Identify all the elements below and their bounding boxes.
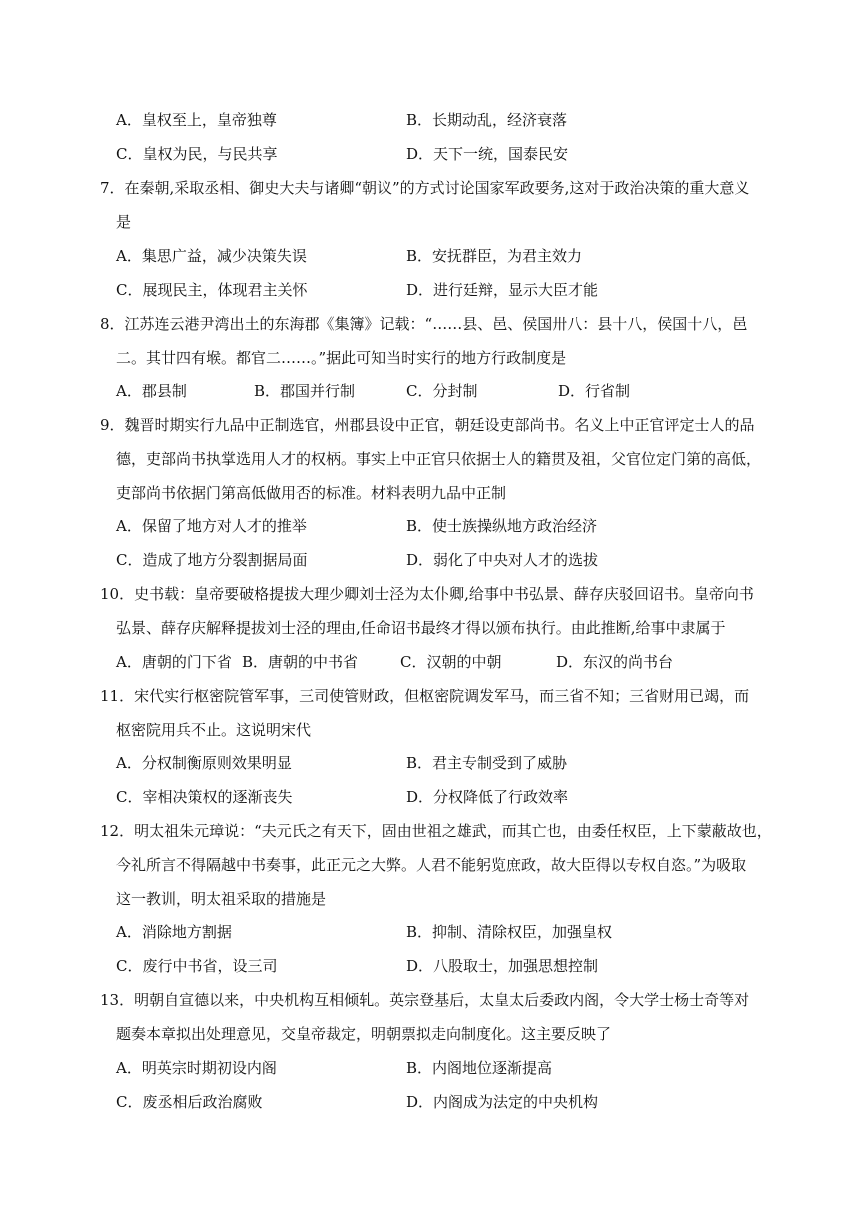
q9-option-c: C．造成了地方分裂割据局面 — [116, 551, 308, 569]
q9-stem-line2: 德，吏部尚书执掌选用人才的权柄。事实上中正官只依据士人的籍贯及祖，父官位定门第的高低， — [116, 450, 762, 468]
q7-option-c: C．展现民主，体现君主关怀 — [116, 281, 308, 299]
q13-option-c: C．废丞相后政治腐败 — [116, 1093, 263, 1111]
q11-option-b: B．君主专制受到了威胁 — [406, 754, 568, 772]
q7-stem-line2: 是 — [116, 213, 132, 231]
q10-option-a: A．唐朝的门下省 — [116, 653, 232, 671]
q9-option-a: A．保留了地方对人才的推举 — [116, 517, 307, 535]
q8-option-d: D．行省制 — [558, 382, 631, 400]
q12-stem-line2: 今礼所言不得隔越中书奏事，此正元之大弊。人君不能躬览庶政，故大臣得以专权自恣。”为吸取 — [116, 856, 747, 874]
q13-option-a: A．明英宗时期初设内阁 — [116, 1059, 277, 1077]
q10-stem-line1: 10．史书载：皇帝要破格提拔大理少卿刘士泾为太仆卿,给事中书弘景、薛存庆驳回诏书。皇帝向书 — [100, 585, 754, 603]
q8-option-a: A．郡县制 — [116, 382, 187, 400]
q12-stem-line3: 这一教训，明太祖采取的措施是 — [116, 890, 327, 908]
q7-stem-line1: 7．在秦朝,采取丞相、御史大夫与诸卿“朝议”的方式讨论国家军政要务,这对于政治决策的重大意义 — [100, 179, 750, 197]
q8-option-b: B．郡国并行制 — [254, 382, 356, 400]
q12-option-c: C．废行中书省，设三司 — [116, 957, 278, 975]
q9-stem-line1: 9．魏晋时期实行九品中正制选官，州郡县设中正官，朝廷设吏部尚书。名义上中正官评定士人的品 — [100, 416, 755, 434]
q8-stem-line2: 二。其廿四有堠。都官二……。”据此可知当时实行的地方行政制度是 — [116, 349, 567, 367]
q8-option-c: C．分封制 — [406, 382, 478, 400]
q8-stem-line1: 8．江苏连云港尹湾出土的东海郡《集簿》记载：“……县、邑、侯国卅八：县十八，侯国十八，邑 — [100, 315, 748, 333]
q11-option-d: D．分权降低了行政效率 — [406, 788, 569, 806]
q10-option-b: B．唐朝的中书省 — [242, 653, 359, 671]
q6-option-d: D．天下一统，国泰民安 — [406, 145, 569, 163]
q7-option-a: A．集思广益，减少决策失误 — [116, 247, 307, 265]
q11-option-c: C．宰相决策权的逐渐丧失 — [116, 788, 293, 806]
q7-option-d: D．进行廷辩，显示大臣才能 — [406, 281, 599, 299]
q6-option-b: B．长期动乱，经济衰落 — [406, 111, 568, 129]
q13-stem-line1: 13．明朝自宣德以来，中央机构互相倾轧。英宗登基后，太皇太后委政内阁，令大学士杨士奇等对 — [100, 991, 750, 1009]
q13-stem-line2: 题奏本章拟出处理意见，交皇帝裁定，明朝票拟走向制度化。这主要反映了 — [116, 1025, 612, 1043]
q9-option-b: B．使士族操纵地方政治经济 — [406, 517, 598, 535]
q6-option-c: C．皇权为民，与民共享 — [116, 145, 278, 163]
q11-option-a: A．分权制衡原则效果明显 — [116, 754, 292, 772]
q12-option-d: D．八股取士，加强思想控制 — [406, 957, 599, 975]
q10-stem-line2: 弘景、薛存庆解释提拔刘士泾的理由,任命诏书最终才得以颁布执行。由此推断,给事中隶属于 — [116, 619, 726, 637]
q6-option-a: A．皇权至上，皇帝独尊 — [116, 111, 277, 129]
q12-option-b: B．抑制、清除权臣，加强皇权 — [406, 923, 613, 941]
q12-stem-line1: 12．明太祖朱元璋说：“夫元氏之有天下，固由世祖之雄武，而其亡也，由委任权臣，上下蒙蔽故也， — [100, 822, 772, 840]
q11-stem-line1: 11．宋代实行枢密院管军事，三司使管财政，但枢密院调发军马，而三省不知；三省财用已竭，而 — [100, 687, 750, 705]
q10-option-c: C．汉朝的中朝 — [400, 653, 502, 671]
q10-option-d: D．东汉的尚书台 — [556, 653, 674, 671]
q11-stem-line2: 枢密院用兵不止。这说明宋代 — [116, 721, 312, 739]
q7-option-b: B．安抚群臣，为君主效力 — [406, 247, 583, 265]
q12-option-a: A．消除地方割据 — [116, 923, 232, 941]
q9-stem-line3: 吏部尚书依据门第高低做用否的标准。材料表明九品中正制 — [116, 484, 507, 502]
q13-option-d: D．内阁成为法定的中央机构 — [406, 1093, 599, 1111]
q9-option-d: D．弱化了中央对人才的选拔 — [406, 551, 599, 569]
q13-option-b: B．内阁地位逐渐提高 — [406, 1059, 553, 1077]
